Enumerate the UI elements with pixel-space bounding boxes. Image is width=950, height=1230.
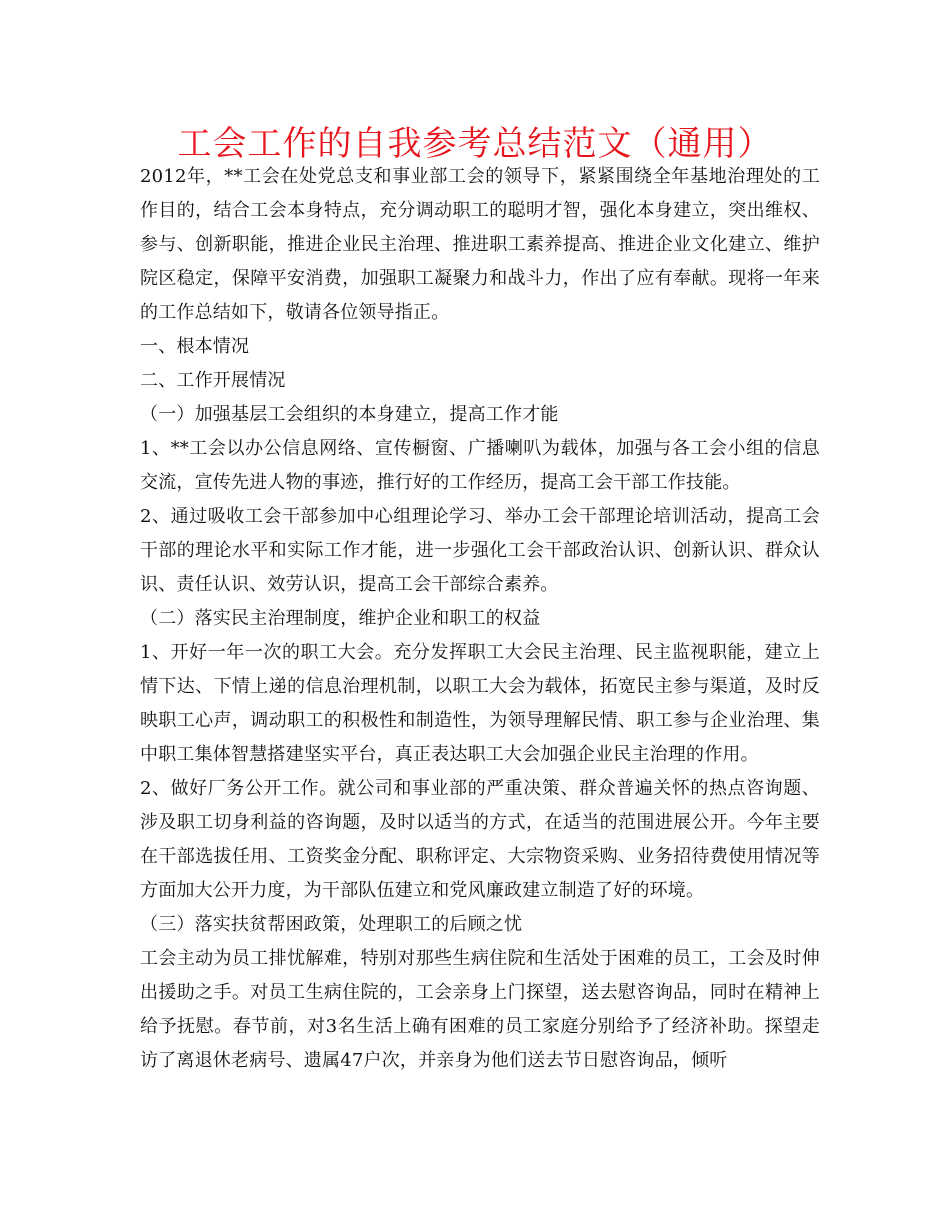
paragraph-2-1: 1、开好一年一次的职工大会。充分发挥职工大会民主治理、民主监视职能，建立上情下达、下情上递的信息治理机制，以职工大会为载体，拓宽民主参与渠道，及时反映职工心声，调动职工的积极性和制造性，为领导理解民情、职工参与企业治理、集中职工集体智慧搭建坚实平台，真正表达职工大会加强企业民主治理的作用。	[140, 642, 820, 765]
subheading-3: （三）落实扶贫帮困政策，处理职工的后顾之忧	[140, 914, 523, 935]
heading-basic-situation: 一、根本情况	[140, 336, 250, 357]
subheading-1: （一）加强基层工会组织的本身建立，提高工作才能	[140, 404, 559, 425]
paragraph-2-2: 2、做好厂务公开工作。就公司和事业部的严重决策、群众普遍关怀的热点咨询题、涉及职工切身利益的咨询题，及时以适当的方式，在适当的范围进展公开。今年主要在干部选拔任用、工资奖金分配、职称评定、大宗物资采购、业务招待费使用情况等方面加大公开力度，为干部队伍建立和党风廉政建立制造了好的环境。	[140, 778, 820, 901]
paragraph-3-1: 工会主动为员工排忧解难，特别对那些生病住院和生活处于困难的员工，工会及时伸出援助之手。对员工生病住院的，工会亲身上门探望，送去慰咨询品，同时在精神上给予抚慰。春节前，对3名生活上确有困难的员工家庭分别给予了经济补助。探望走访了离退休老病号、遗属47户次，并亲身为他们送去节日慰咨询品，倾听	[140, 948, 820, 1071]
paragraph-intro: 2012年，**工会在处党总支和事业部工会的领导下，紧紧围绕全年基地治理处的工作目的，结合工会本身特点，充分调动职工的聪明才智，强化本身建立，突出维权、参与、创新职能，推进企业民主治理、推进职工素养提高、推进企业文化建立、维护院区稳定，保障平安消费，加强职工凝聚力和战斗力，作出了应有奉献。现将一年来的工作总结如下，敬请各位领导指正。	[140, 166, 820, 323]
paragraph-1-2: 2、通过吸收工会干部参加中心组理论学习、举办工会干部理论培训活动，提高工会干部的理论水平和实际工作才能，进一步强化工会干部政治认识、创新认识、群众认识、责任认识、效劳认识，提高工会干部综合素养。	[140, 506, 820, 595]
document-body	[140, 160, 820, 1078]
paragraph-1-1: 1、**工会以办公信息网络、宣传橱窗、广播喇叭为载体，加强与各工会小组的信息交流，宣传先进人物的事迹，推行好的工作经历，提高工会干部工作技能。	[140, 438, 820, 493]
page-title: 工会工作的自我参考总结范文（通用）	[177, 124, 773, 164]
subheading-2: （二）落实民主治理制度，维护企业和职工的权益	[140, 608, 541, 629]
heading-work-progress: 二、工作开展情况	[140, 370, 286, 391]
